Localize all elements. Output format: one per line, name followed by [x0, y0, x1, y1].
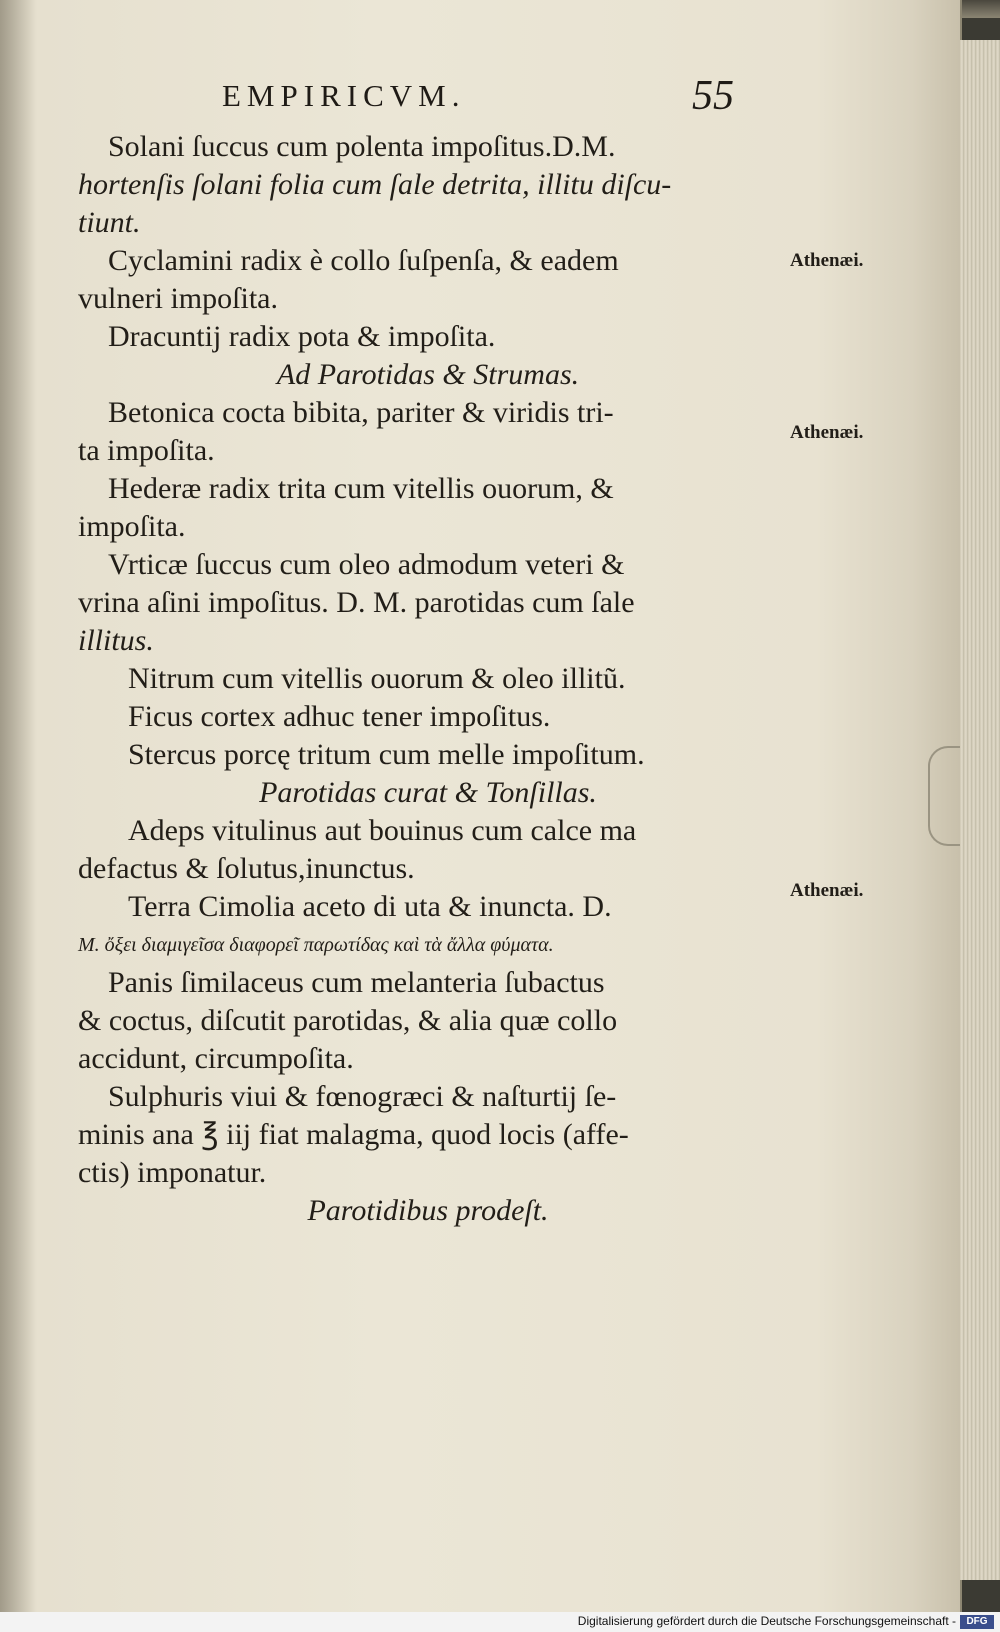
margin-note: Athenæi. — [790, 250, 864, 271]
text-line: hortenſis ſolani folia cum ſale detrita, illitu diſcu- — [78, 168, 672, 201]
text-line: illitus. — [78, 624, 154, 657]
text-line: defactus & ſolutus,inunctus. — [78, 852, 415, 885]
margin-note: Athenæi. — [790, 880, 864, 901]
text-line: tiunt. — [78, 206, 141, 239]
text-line: & coctus, diſcutit parotidas, & alia quæ collo — [78, 1004, 618, 1037]
text-line: ctis) imponatur. — [78, 1156, 267, 1189]
running-title: EMPIRICVM. — [222, 78, 466, 113]
footer-credit: Digitalisierung gefördert durch die Deutsche Forschungsgemeinschaft - — [577, 1614, 956, 1628]
text-line: Nitrum cum vitellis ouorum & oleo illitũ. — [128, 662, 626, 695]
text-line: Ficus cortex adhuc tener impoſitus. — [128, 700, 551, 733]
text-line: ta impoſita. — [78, 434, 215, 467]
greek-line: M. ὄξει διαμιγεῖσα διαφορεῖ παρωτίδας καὶ τὰ ἄλλα φύματα. — [78, 934, 554, 956]
margin-note: Athenæi. — [790, 422, 864, 443]
running-head — [0, 72, 960, 132]
page-number: 55 — [692, 73, 734, 119]
section-heading: Ad Parotidas & Strumas. — [276, 358, 580, 391]
text-line: Adeps vitulinus aut bouinus cum calce ma — [128, 814, 637, 847]
text-line: Solani ſuccus cum polenta impoſitus.D.M. — [108, 130, 616, 163]
text-line: minis ana ℥ iij fiat malagma, quod locis (affe- — [78, 1118, 629, 1151]
text-line: Cyclamini radix è collo ſuſpenſa, & eadem — [108, 244, 619, 277]
text-line: accidunt, circumpoſita. — [78, 1042, 354, 1075]
gutter-shadow — [0, 0, 36, 1612]
text-block — [78, 128, 778, 1230]
text-line: Dracuntij radix pota & impoſita. — [108, 320, 496, 353]
text-line: Hederæ radix trita cum vitellis ouorum, & — [108, 472, 614, 505]
text-line: vrina aſini impoſitus. D. M. parotidas cum ſale — [78, 586, 635, 619]
section-heading: Parotidas curat & Tonſillas. — [259, 776, 597, 809]
text-line: Terra Cimolia aceto di uta & inuncta. D. — [128, 890, 612, 923]
text-line: Vrticæ ſuccus cum oleo admodum veteri & — [108, 548, 625, 581]
text-line: impoſita. — [78, 510, 186, 543]
text-line: Betonica cocta bibita, pariter & viridis tri- — [108, 396, 614, 429]
section-heading: Parotidibus prodeſt. — [307, 1194, 549, 1227]
text-line: Sulphuris viui & fœnogræci & naſturtij ſe- — [108, 1080, 617, 1113]
footer — [0, 1612, 1000, 1632]
text-line: vulneri impoſita. — [78, 282, 278, 315]
page-edges — [960, 40, 1000, 1580]
text-line: Panis ſimilaceus cum melanteria ſubactus — [108, 966, 605, 999]
dfg-logo: DFG — [960, 1615, 994, 1629]
text-line: Stercus porcę tritum cum melle impoſitum. — [128, 738, 645, 771]
